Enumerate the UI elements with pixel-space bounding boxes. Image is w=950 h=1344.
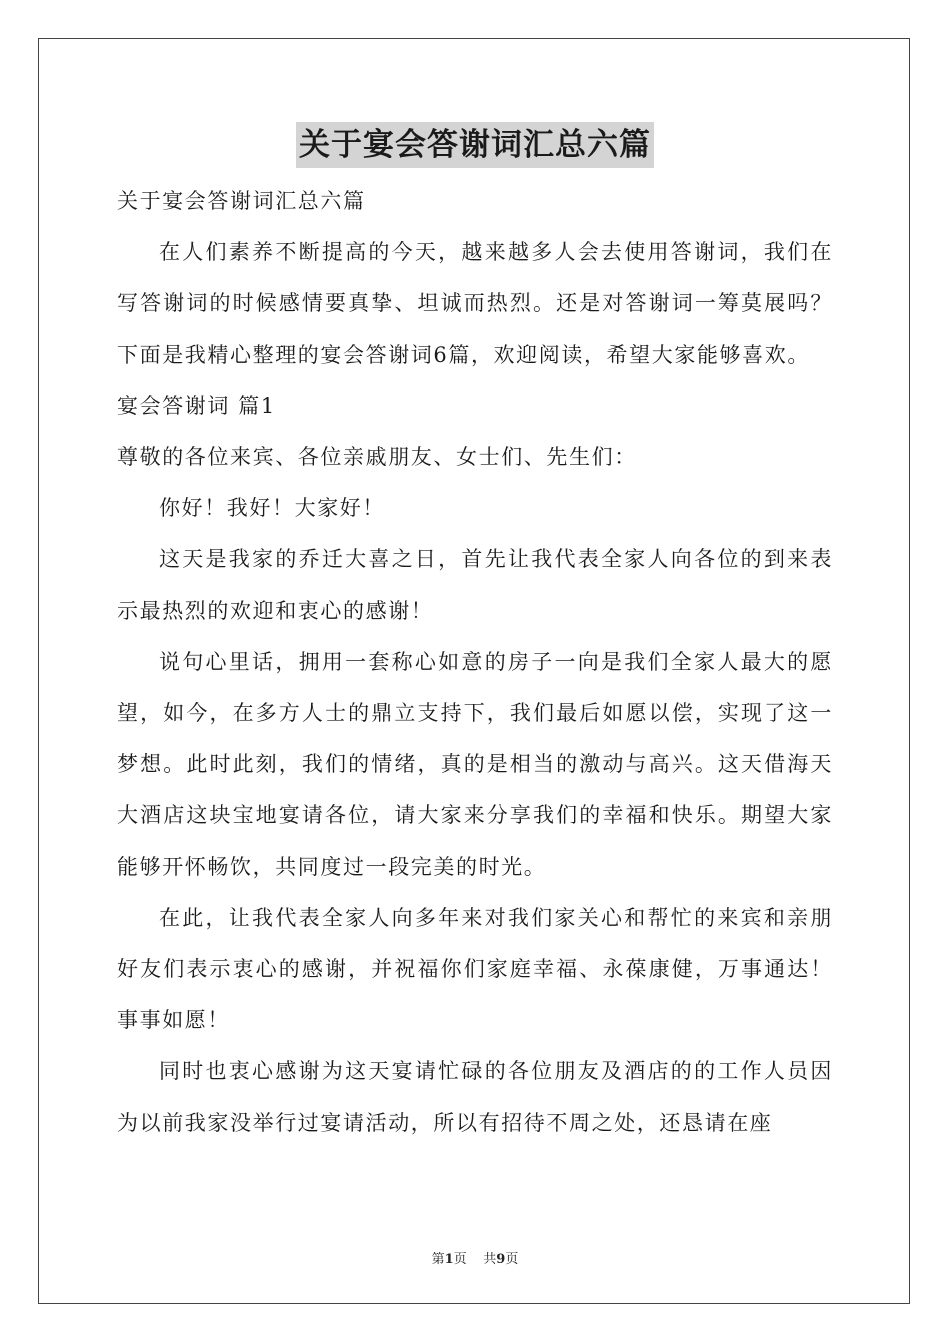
page-suffix: 页 (453, 1252, 467, 1267)
title-container (0, 122, 950, 168)
total-suffix: 页 (505, 1252, 519, 1267)
total-prefix: 共 (483, 1252, 497, 1267)
paragraph: 你好！我好！大家好！ (159, 496, 385, 521)
page-total: 9 (496, 1252, 506, 1267)
page-footer (0, 1248, 950, 1267)
section-heading: 宴会答谢词 篇1 (117, 393, 276, 418)
paragraph: 这天是我家的乔迁大喜之日，首先让我代表全家人向各位的到来表示最热烈的欢迎和衷心的感谢！ (117, 547, 833, 623)
document-title: 关于宴会答谢词汇总六篇 (296, 122, 654, 168)
paragraph: 说句心里话，拥用一套称心如意的房子一向是我们全家人最大的愿望，如今，在多方人士的鼎立支持下，我们最后如愿以偿，实现了这一梦想。此时此刻，我们的情绪，真的是相当的激动与高兴。这天借海天大酒店这块宝地宴请各位，请大家来分享我们的幸福和快乐。期望大家能够开怀畅饮，共同度过一段完美的时光。 (117, 649, 833, 879)
paragraph: 在此，让我代表全家人向多年来对我们家关心和帮忙的来宾和亲朋好友们表示衷心的感谢，并祝福你们家庭幸福、永葆康健，万事通达！事事如愿！ (117, 905, 833, 1033)
page-number: 1 (444, 1252, 454, 1267)
paragraph: 在人们素养不断提高的今天，越来越多人会去使用答谢词，我们在写答谢词的时候感情要真挚、坦诚而热烈。还是对答谢词一筹莫展吗？下面是我精心整理的宴会答谢词6篇，欢迎阅读，希望大家能够喜欢。 (117, 240, 833, 367)
paragraph: 同时也衷心感谢为这天宴请忙碌的各位朋友及酒店的的工作人员因为以前我家没举行过宴请活动，所以有招待不周之处，还恳请在座 (117, 1059, 833, 1135)
document-body (117, 176, 833, 1149)
page-prefix: 第 (431, 1252, 445, 1267)
paragraph: 关于宴会答谢词汇总六篇 (117, 189, 366, 213)
salutation: 尊敬的各位来宾、各位亲戚朋友、女士们、先生们： (117, 445, 637, 470)
